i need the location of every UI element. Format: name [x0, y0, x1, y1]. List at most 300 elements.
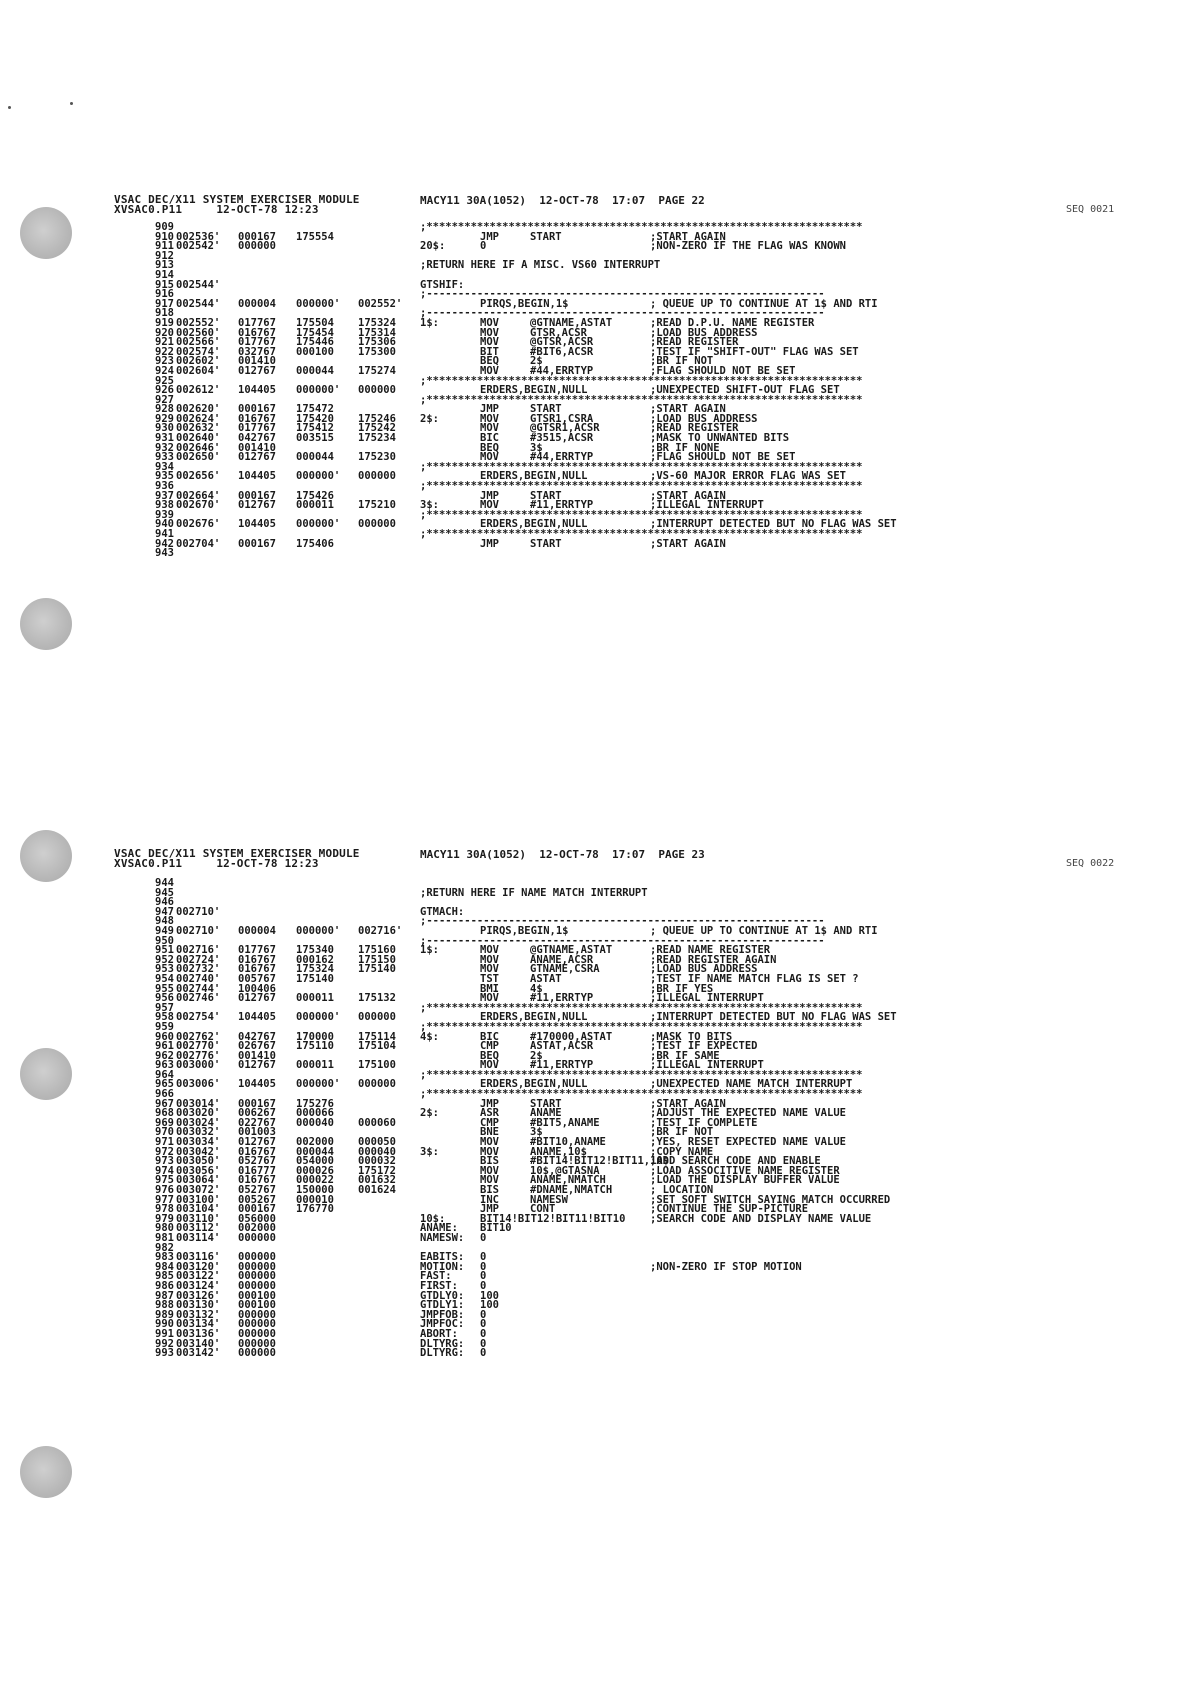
- line-number: 960: [155, 1030, 174, 1043]
- listing-line: [114, 1348, 1114, 1358]
- opcode: 0: [480, 1251, 487, 1264]
- label: FAST:: [420, 1270, 452, 1283]
- comment: ;TEST IF EXPECTED: [650, 1040, 758, 1053]
- object-code: 000000': [296, 1078, 341, 1091]
- line-number: 945: [155, 886, 174, 899]
- object-code: 175246: [358, 412, 396, 425]
- comment-line: ;*********************************************************************: [420, 1020, 863, 1033]
- address: 003042': [176, 1145, 221, 1158]
- object-code: 054000: [296, 1155, 334, 1168]
- opcode: 100: [480, 1289, 499, 1302]
- address: 002776': [176, 1049, 221, 1062]
- object-code: 175446: [296, 336, 334, 349]
- object-code: 017767: [238, 336, 276, 349]
- opcode: MOV: [480, 451, 499, 464]
- line-number: 979: [155, 1212, 174, 1225]
- object-code: 000100: [238, 1299, 276, 1312]
- label: FIRST:: [420, 1279, 458, 1292]
- comment: ;BR IF NONE: [650, 441, 720, 454]
- line-number: 953: [155, 963, 174, 976]
- address: 003122': [176, 1270, 221, 1283]
- line-number: 974: [155, 1164, 174, 1177]
- operand: CONT: [530, 1203, 556, 1216]
- line-number: 925: [155, 374, 174, 387]
- address: 003130': [176, 1299, 221, 1312]
- comment: ;LOAD BUS ADDRESS: [650, 412, 758, 425]
- object-code: 052767: [238, 1155, 276, 1168]
- line-number: 912: [155, 249, 174, 262]
- address: 003114': [176, 1231, 221, 1244]
- object-code: 012767: [238, 1136, 276, 1149]
- object-code: 000000: [238, 1337, 276, 1350]
- address: 003134': [176, 1318, 221, 1331]
- line-number: 984: [155, 1260, 174, 1273]
- object-code: 175234: [358, 432, 396, 445]
- address: 003020': [176, 1107, 221, 1120]
- object-code: 000000: [238, 1231, 276, 1244]
- address: 003142': [176, 1347, 221, 1360]
- comment: ;BR IF SAME: [650, 1049, 720, 1062]
- object-code: 000010: [296, 1193, 334, 1206]
- label: GTMACH:: [420, 905, 465, 918]
- line-number: 943: [155, 547, 174, 560]
- address: 002656': [176, 470, 221, 483]
- listing-line: [114, 241, 1114, 251]
- line-number: 933: [155, 451, 174, 464]
- object-code: 000100: [296, 345, 334, 358]
- object-code: 175420: [296, 412, 334, 425]
- scan-speck: [8, 106, 11, 109]
- opcode: MOV: [480, 364, 499, 377]
- object-code: 000167: [238, 537, 276, 550]
- label: EABITS:: [420, 1251, 465, 1264]
- opcode: MOV: [480, 316, 499, 329]
- punch-hole: [20, 1446, 72, 1498]
- operand: GTSR1,CSRA: [530, 412, 594, 425]
- operand: START: [530, 537, 562, 550]
- opcode: BIS: [480, 1184, 499, 1196]
- line-number: 989: [155, 1308, 174, 1321]
- address: 002770': [176, 1040, 221, 1053]
- comment: ;TEST IF COMPLETE: [650, 1116, 758, 1129]
- line-number: 937: [155, 489, 174, 502]
- comment-line: ;*********************************************************************: [420, 528, 863, 540]
- opcode: 0: [480, 1318, 487, 1331]
- opcode: JMP: [480, 403, 499, 416]
- object-code: 175340: [296, 944, 334, 957]
- address: 002704': [176, 537, 221, 550]
- label: 1$:: [420, 944, 439, 957]
- comment-line: ;*********************************************************************: [420, 508, 863, 521]
- opcode: 0: [480, 1327, 487, 1340]
- comment: ;SEARCH CODE AND DISPLAY NAME VALUE: [650, 1212, 872, 1225]
- line-number: 932: [155, 441, 174, 454]
- comment: ;START AGAIN: [650, 230, 726, 243]
- address: 002604': [176, 364, 221, 377]
- scan-speck: [70, 102, 73, 105]
- line-number: 909: [155, 221, 174, 233]
- address: 002552': [176, 316, 221, 329]
- object-code: 104405: [238, 1078, 276, 1091]
- line-number: 958: [155, 1011, 174, 1024]
- opcode: MOV: [480, 422, 499, 435]
- opcode: TST: [480, 972, 499, 985]
- object-code: 175140: [296, 972, 334, 985]
- object-code: 002000: [238, 1222, 276, 1235]
- line-number: 981: [155, 1231, 174, 1244]
- line-number: 914: [155, 268, 174, 281]
- object-code: 026767: [238, 1040, 276, 1053]
- opcode: MOV: [480, 944, 499, 957]
- object-code: 016767: [238, 953, 276, 966]
- label: GTSHIF:: [420, 278, 465, 291]
- comment: ;READ NAME REGISTER: [650, 944, 771, 957]
- address: 002746': [176, 992, 221, 1005]
- label: JMPFOC:: [420, 1318, 465, 1331]
- opcode: BIT14!BIT12!BIT11!BIT10: [480, 1212, 626, 1225]
- operand: @GTNAME,ASTAT: [530, 316, 613, 329]
- line-number: 930: [155, 422, 174, 435]
- opcode: MOV: [480, 1136, 499, 1149]
- object-code: 000044: [296, 1145, 334, 1158]
- comment: ;COPY NAME: [650, 1145, 714, 1158]
- address: 003132': [176, 1308, 221, 1321]
- object-code: 000044: [296, 364, 334, 377]
- object-code: 000167: [238, 1203, 276, 1216]
- object-code: 176770: [296, 1203, 334, 1216]
- object-code: 000000: [238, 1327, 276, 1340]
- punch-hole: [20, 598, 72, 650]
- object-code: 000167: [238, 489, 276, 502]
- operand: #11,ERRTYP: [530, 1059, 594, 1072]
- opcode: MOV: [480, 412, 499, 425]
- operand: #BIT14!BIT12!BIT11,10$: [530, 1155, 670, 1168]
- comment: ;INTERRUPT DETECTED BUT NO FLAG WAS SET: [650, 1011, 897, 1024]
- comment: ;START AGAIN: [650, 537, 726, 550]
- object-code: 000000: [238, 1318, 276, 1331]
- comment: ;INTERRUPT DETECTED BUT NO FLAG WAS SET: [650, 518, 897, 531]
- address: 003064': [176, 1174, 221, 1187]
- object-code: 000000: [238, 1260, 276, 1273]
- operand: #BIT5,ANAME: [530, 1116, 600, 1129]
- object-code: 175406: [296, 537, 334, 550]
- line-number: 957: [155, 1001, 174, 1014]
- opcode: JMP: [480, 489, 499, 502]
- object-code: 175426: [296, 489, 334, 502]
- opcode: BMI: [480, 982, 499, 995]
- line-number: 993: [155, 1347, 174, 1360]
- sequence-number: SEQ 0022: [1066, 858, 1115, 869]
- label: DLTYRG:: [420, 1337, 465, 1350]
- opcode: 0: [480, 1260, 487, 1273]
- object-code: 006267: [238, 1107, 276, 1120]
- object-code: 000011: [296, 499, 334, 512]
- opcode: INC: [480, 1193, 499, 1206]
- object-code: 000044: [296, 451, 334, 464]
- object-code: 001003: [238, 1126, 276, 1139]
- operand: START: [530, 230, 562, 243]
- opcode: 100: [480, 1299, 499, 1312]
- object-code: 000000': [296, 297, 341, 310]
- comment: ;ADJUST THE EXPECTED NAME VALUE: [650, 1107, 846, 1120]
- line-number: 952: [155, 953, 174, 966]
- line-number: 985: [155, 1270, 174, 1283]
- object-code: 175472: [296, 403, 334, 416]
- line-number: 944: [155, 877, 174, 889]
- object-code: 000022: [296, 1174, 334, 1187]
- line-number: 971: [155, 1136, 174, 1149]
- address: 003032': [176, 1126, 221, 1139]
- operand: 4$: [530, 982, 543, 995]
- opcode: BIT10: [480, 1222, 512, 1235]
- punch-hole: [20, 207, 72, 259]
- address: 002566': [176, 336, 221, 349]
- object-code: 000011: [296, 1059, 334, 1072]
- object-code: 000000: [358, 470, 396, 483]
- object-code: 000000: [358, 1078, 396, 1091]
- operand: GTNAME,CSRA: [530, 963, 600, 976]
- line-number: 926: [155, 384, 174, 397]
- address: 003100': [176, 1193, 221, 1206]
- opcode: MOV: [480, 336, 499, 349]
- address: 002560': [176, 326, 221, 339]
- object-code: 000000': [296, 518, 341, 531]
- line-number: 976: [155, 1184, 174, 1196]
- line-number: 928: [155, 403, 174, 416]
- operand: START: [530, 403, 562, 416]
- object-code: 000000: [238, 1270, 276, 1283]
- object-code: 000167: [238, 1097, 276, 1110]
- address: 002664': [176, 489, 221, 502]
- object-code: 175306: [358, 336, 396, 349]
- address: 003104': [176, 1203, 221, 1216]
- address: 003014': [176, 1097, 221, 1110]
- object-code: 000167: [238, 403, 276, 416]
- line-number: 990: [155, 1318, 174, 1331]
- line-number: 950: [155, 934, 174, 947]
- object-code: 175454: [296, 326, 334, 339]
- line-number: 935: [155, 470, 174, 483]
- comment: ;UNEXPECTED SHIFT-OUT FLAG SET: [650, 384, 840, 397]
- address: 002620': [176, 403, 221, 416]
- opcode: 0: [480, 240, 487, 253]
- object-code: 016767: [238, 326, 276, 339]
- object-code: 175242: [358, 422, 396, 435]
- object-code: 003515: [296, 432, 334, 445]
- line-number: 962: [155, 1049, 174, 1062]
- comment: ;START AGAIN: [650, 489, 726, 502]
- opcode: MOV: [480, 1164, 499, 1177]
- comment: ;READ D.P.U. NAME REGISTER: [650, 316, 815, 329]
- opcode: 0: [480, 1308, 487, 1321]
- line-number: 947: [155, 905, 174, 918]
- label: JMPFOB:: [420, 1308, 465, 1321]
- object-code: 000000: [238, 1308, 276, 1321]
- opcode: ERDERS,BEGIN,NULL: [480, 384, 588, 397]
- object-code: 000026: [296, 1164, 334, 1177]
- address: 003000': [176, 1059, 221, 1072]
- object-code: 002552': [358, 297, 403, 310]
- opcode: ERDERS,BEGIN,NULL: [480, 518, 588, 531]
- line-number: 918: [155, 307, 174, 320]
- line-number: 948: [155, 915, 174, 928]
- object-code: 001410: [238, 355, 276, 368]
- comment: ;CONTINUE THE SUP-PICTURE: [650, 1203, 809, 1216]
- line-number: 924: [155, 364, 174, 377]
- operand: ANAME,NMATCH: [530, 1174, 606, 1187]
- object-code: 012767: [238, 364, 276, 377]
- object-code: 016767: [238, 1145, 276, 1158]
- object-code: 175210: [358, 499, 396, 512]
- object-code: 104405: [238, 1011, 276, 1024]
- comment-line: ;*********************************************************************: [420, 460, 863, 473]
- address: 002650': [176, 451, 221, 464]
- object-code: 175104: [358, 1040, 396, 1053]
- object-code: 000060: [358, 1116, 396, 1129]
- comment: ;SET SOFT SWITCH SAYING MATCH OCCURRED: [650, 1193, 891, 1206]
- opcode: PIRQS,BEGIN,1$: [480, 297, 569, 310]
- listing-line: [114, 270, 1114, 280]
- comment: ; QUEUE UP TO CONTINUE AT 1$ AND RTI: [650, 924, 878, 937]
- comment: ;START AGAIN: [650, 403, 726, 416]
- opcode: MOV: [480, 1059, 499, 1072]
- opcode: MOV: [480, 1145, 499, 1158]
- object-code: 000050: [358, 1136, 396, 1149]
- line-number: 955: [155, 982, 174, 995]
- line-number: 940: [155, 518, 174, 531]
- punch-hole: [20, 1048, 72, 1100]
- comment: ;READ REGISTER: [650, 422, 739, 435]
- object-code: 104405: [238, 518, 276, 531]
- opcode: ERDERS,BEGIN,NULL: [480, 1011, 588, 1024]
- comment: ;BR IF NOT: [650, 1126, 714, 1139]
- comment: ;UNEXPECTED NAME MATCH INTERRUPT: [650, 1078, 853, 1091]
- object-code: 000000: [238, 1347, 276, 1360]
- opcode: MOV: [480, 499, 499, 512]
- address: 002710': [176, 924, 221, 937]
- label: 4$:: [420, 1030, 439, 1043]
- opcode: ASR: [480, 1107, 499, 1120]
- operand: START: [530, 1097, 562, 1110]
- object-code: 012767: [238, 499, 276, 512]
- object-code: 175276: [296, 1097, 334, 1110]
- label: MOTION:: [420, 1260, 465, 1273]
- page-header-file: XVSAC0.P11 12-OCT-78 12:23: [114, 857, 319, 870]
- line-number: 969: [155, 1116, 174, 1129]
- object-code: 175504: [296, 316, 334, 329]
- address: 002632': [176, 422, 221, 435]
- comment: ;TEST IF "SHIFT-OUT" FLAG WAS SET: [650, 345, 859, 358]
- label: 20$:: [420, 240, 446, 253]
- line-number: 970: [155, 1126, 174, 1139]
- object-code: 002716': [358, 924, 403, 937]
- comment: ; LOCATION: [650, 1184, 714, 1196]
- line-number: 987: [155, 1289, 174, 1302]
- object-code: 000162: [296, 953, 334, 966]
- object-code: 017767: [238, 422, 276, 435]
- comment: ;START AGAIN: [650, 1097, 726, 1110]
- operand: ANAME: [530, 1107, 562, 1120]
- object-code: 000000: [238, 1251, 276, 1264]
- address: 002670': [176, 499, 221, 512]
- object-code: 000000: [358, 384, 396, 397]
- punch-hole: [20, 830, 72, 882]
- comment: ;ADD SEARCH CODE AND ENABLE: [650, 1155, 821, 1168]
- assembly-listing: [114, 878, 1114, 1358]
- listing-line: [114, 888, 1114, 898]
- line-number: 949: [155, 924, 174, 937]
- object-code: 175110: [296, 1040, 334, 1053]
- comment: ;NON-ZERO IF STOP MOTION: [650, 1260, 802, 1273]
- label: 1$:: [420, 316, 439, 329]
- object-code: 052767: [238, 1184, 276, 1196]
- address: 002640': [176, 432, 221, 445]
- opcode: 0: [480, 1231, 487, 1244]
- label: NAMESW:: [420, 1231, 465, 1244]
- opcode: JMP: [480, 537, 499, 550]
- line-number: 964: [155, 1068, 174, 1081]
- address: 003110': [176, 1212, 221, 1225]
- opcode: MOV: [480, 1174, 499, 1187]
- object-code: 016777: [238, 1164, 276, 1177]
- opcode: CMP: [480, 1116, 499, 1129]
- comment: ;VS-60 MAJOR ERROR FLAG WAS SET: [650, 470, 846, 483]
- line-number: 956: [155, 992, 174, 1005]
- line-number: 927: [155, 393, 174, 406]
- operand: ANAME,10$: [530, 1145, 587, 1158]
- line-number: 959: [155, 1020, 174, 1033]
- line-number: 911: [155, 240, 174, 253]
- operand: START: [530, 489, 562, 502]
- label: ANAME:: [420, 1222, 458, 1235]
- operand: #3515,ACSR: [530, 432, 594, 445]
- opcode: BIS: [480, 1155, 499, 1168]
- object-code: 000040: [358, 1145, 396, 1158]
- operand: @GTSR1,ACSR: [530, 422, 600, 435]
- object-code: 170000: [296, 1030, 334, 1043]
- object-code: 000066: [296, 1107, 334, 1120]
- operand: NAMESW: [530, 1193, 568, 1206]
- page-header-assembler: MACY11 30A(1052) 12-OCT-78 17:07 PAGE 23: [420, 848, 705, 861]
- page-header-title: VSAC DEC/X11 SYSTEM EXERCISER MODULE: [114, 847, 360, 860]
- comment: ;ILLEGAL INTERRUPT: [650, 499, 764, 512]
- object-code: 012767: [238, 992, 276, 1005]
- line-number: 975: [155, 1174, 174, 1187]
- object-code: 175274: [358, 364, 396, 377]
- comment: ;TEST IF NAME MATCH FLAG IS SET ?: [650, 972, 859, 985]
- operand: ANAME,ACSR: [530, 953, 594, 966]
- line-number: 915: [155, 278, 174, 291]
- comment: ;NON-ZERO IF THE FLAG WAS KNOWN: [650, 240, 846, 253]
- operand: 3$: [530, 441, 543, 454]
- operand: #44,ERRTYP: [530, 451, 594, 464]
- operand: GTSR,ACSR: [530, 326, 587, 339]
- comment: ;READ REGISTER: [650, 336, 739, 349]
- line-number: 939: [155, 508, 174, 521]
- line-number: 963: [155, 1059, 174, 1072]
- opcode: 0: [480, 1270, 487, 1283]
- line-number: 921: [155, 336, 174, 349]
- page-header-file: XVSAC0.P11 12-OCT-78 12:23: [114, 203, 319, 216]
- comment: ;READ REGISTER AGAIN: [650, 953, 777, 966]
- address: 003056': [176, 1164, 221, 1177]
- label: DLTYRG:: [420, 1347, 465, 1360]
- opcode: BEQ: [480, 355, 499, 368]
- object-code: 175300: [358, 345, 396, 358]
- comment: ;BR IF NOT: [650, 355, 714, 368]
- line-number: 951: [155, 944, 174, 957]
- address: 003112': [176, 1222, 221, 1235]
